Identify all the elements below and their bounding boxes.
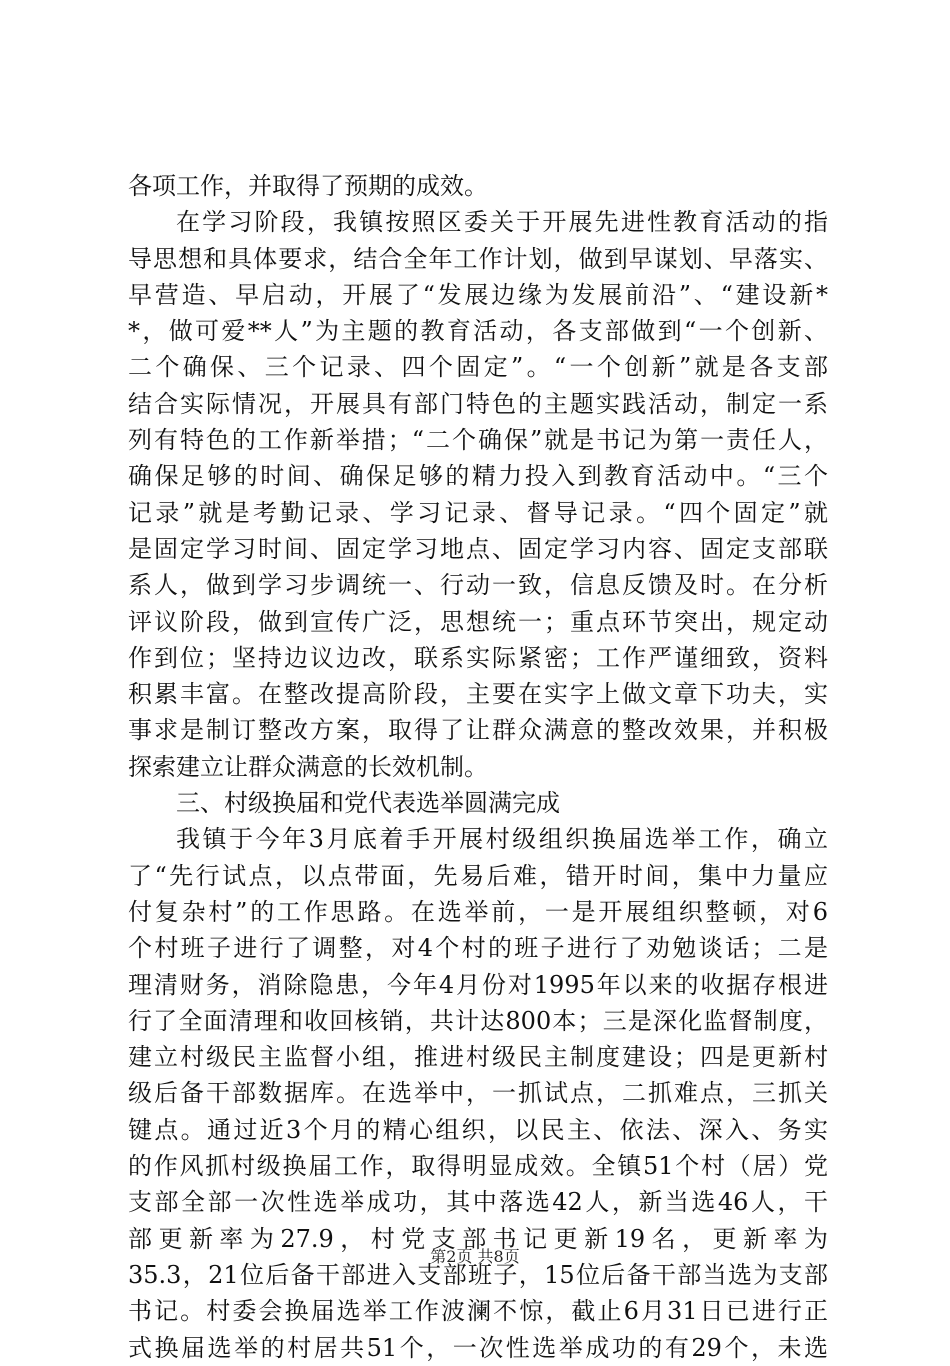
page-footer bbox=[0, 1244, 950, 1267]
text-line: 了“先行试点，以点带面，先易后难，错开时间，集中力量应 bbox=[128, 861, 828, 890]
text-line: 作到位；坚持边议边改，联系实际紧密；工作严谨细致，资料 bbox=[128, 643, 828, 672]
text-line: *，做可爱**人”为主题的教育活动，各支部做到“一个创新、 bbox=[128, 317, 828, 346]
text-line: 35.3，21位后备干部进入支部班子，15位后备干部当选为支部 bbox=[128, 1260, 828, 1289]
text-line: 列有特色的工作新举措；“二个确保”就是书记为第一责任人， bbox=[128, 426, 828, 455]
text-line: 二个确保、三个记录、四个固定”。“一个创新”就是各支部 bbox=[128, 353, 828, 382]
text-line: 的作风抓村级换届工作，取得明显成效。全镇51个村（居）党 bbox=[128, 1152, 828, 1181]
text-line: 导思想和具体要求，结合全年工作计划，做到早谋划、早落实、 bbox=[128, 244, 828, 273]
text-line: 各项工作，并取得了预期的成效。 bbox=[128, 172, 488, 200]
page-number-label: 第2页 共8页 bbox=[430, 1247, 520, 1266]
text-line: 探索建立让群众满意的长效机制。 bbox=[128, 752, 488, 781]
text-line: 我镇于今年3月底着手开展村级组织换届选举工作，确立 bbox=[176, 825, 828, 854]
text-line: 书记。村委会换届选举工作波澜不惊，截止6月31日已进行正 bbox=[128, 1297, 828, 1326]
text-line: 积累丰富。在整改提高阶段，主要在实字上做文章下功夫，实 bbox=[128, 680, 828, 709]
text-line: 在学习阶段，我镇按照区委关于开展先进性教育活动的指 bbox=[176, 208, 828, 237]
text-line: 确保足够的时间、确保足够的精力投入到教育活动中。“三个 bbox=[128, 462, 828, 491]
text-line: 个村班子进行了调整，对4个村的班子进行了劝勉谈话；二是 bbox=[128, 934, 828, 963]
text-line: 是固定学习时间、固定学习地点、固定学习内容、固定支部联 bbox=[128, 534, 828, 563]
text-line: 行了全面清理和收回核销，共计达800本；三是深化监督制度， bbox=[128, 1006, 828, 1035]
section-heading: 三、村级换届和党代表选举圆满完成 bbox=[176, 789, 560, 818]
text-line: 系人，做到学习步调统一、行动一致，信息反馈及时。在分析 bbox=[128, 571, 828, 600]
text-line: 早营造、早启动，开展了“发展边缘为发展前沿”、“建设新* bbox=[128, 280, 828, 309]
text-line: 结合实际情况，开展具有部门特色的主题实践活动，制定一系 bbox=[128, 389, 828, 418]
text-line: 理清财务，消除隐患，今年4月份对1995年以来的收据存根进 bbox=[128, 970, 828, 999]
text-line: 式换届选举的村居共51个，一次性选举成功的有29个，未选 bbox=[128, 1333, 828, 1362]
text-line: 记录”就是考勤记录、学习记录、督导记录。“四个固定”就 bbox=[128, 498, 828, 527]
text-line: 键点。通过近3个月的精心组织，以民主、依法、深入、务实 bbox=[128, 1115, 828, 1144]
text-line: 付复杂村”的工作思路。在选举前，一是开展组织整顿，对6 bbox=[128, 897, 828, 926]
text-line: 事求是制订整改方案，取得了让群众满意的整改效果，并积极 bbox=[128, 716, 828, 745]
document-body bbox=[128, 168, 828, 1366]
text-line: 支部全部一次性选举成功，其中落选42人，新当选46人，干 bbox=[128, 1188, 828, 1217]
text-line: 部更新率为27.9，村党支部书记更新19名，更新率为 bbox=[128, 1224, 828, 1253]
text-line: 评议阶段，做到宣传广泛，思想统一；重点环节突出，规定动 bbox=[128, 607, 828, 636]
text-line: 建立村级民主监督小组，推进村级民主制度建设；四是更新村 bbox=[128, 1043, 828, 1072]
text-line: 级后备干部数据库。在选举中，一抓试点，二抓难点，三抓关 bbox=[128, 1079, 828, 1108]
